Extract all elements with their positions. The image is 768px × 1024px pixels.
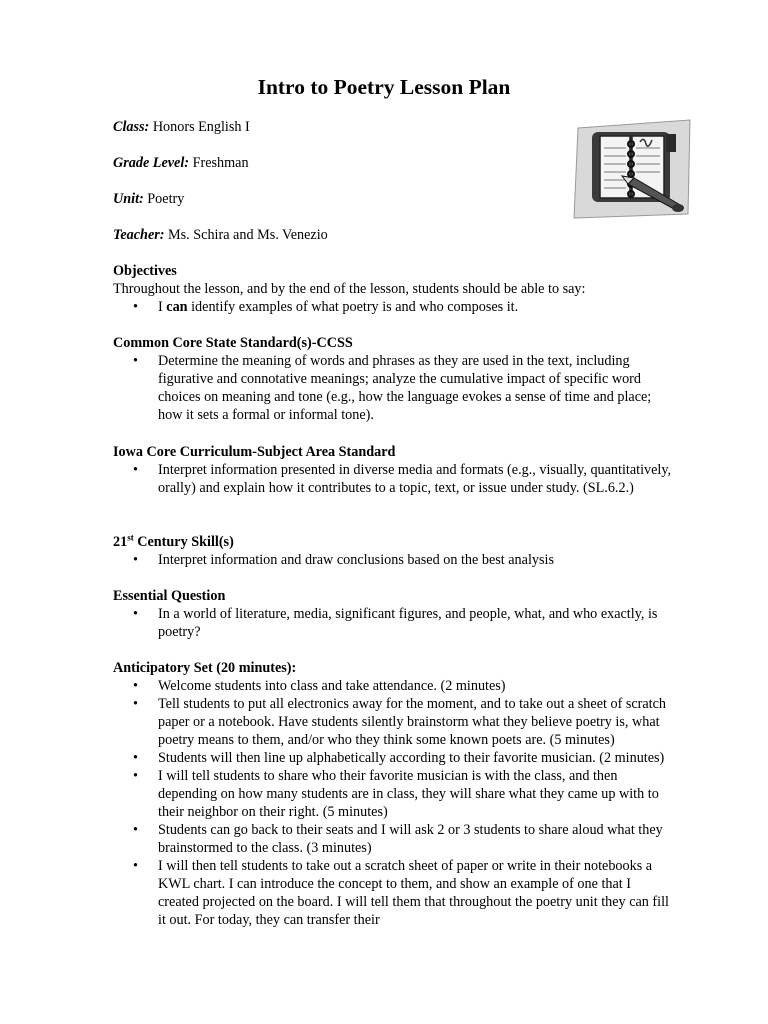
list-item: • I will then tell students to take out a scratch sheet of paper or write in their notebooks a KWL chart. I can introduce the concept to them, and show an example of one that I created projected on the board. I will tell them that throughout the poetry unit they can fill it out. For today, they can transfer their	[113, 857, 673, 929]
objectives-section	[113, 262, 673, 316]
list-item: • Interpret information presented in diverse media and formats (e.g., visually, quantitatively, orally) and explain how it contributes to a topic, text, or issue under study. (SL.6.2.)	[113, 461, 673, 497]
list-item: • Welcome students into class and take attendance. (2 minutes)	[113, 677, 673, 695]
list-item	[113, 298, 673, 316]
iowa-standard-section	[113, 443, 673, 497]
objectives-intro: Throughout the lesson, and by the end of the lesson, students should be able to say:	[113, 281, 586, 297]
ccss-heading: Common Core State Standard(s)-CCSS	[113, 335, 353, 351]
ccss-list	[113, 352, 673, 424]
essential-question-list	[113, 605, 673, 641]
objective-text: identify examples of what poetry is and who composes it.	[187, 299, 519, 315]
grade-level-label: Grade Level:	[113, 155, 190, 171]
century-skills-list	[113, 551, 673, 569]
teacher-line	[113, 226, 328, 244]
century-skills-section	[113, 533, 673, 569]
list-item: • In a world of literature, media, significant figures, and people, what, and who exactly, is poetry?	[113, 605, 673, 641]
list-item: • Students can go back to their seats and I will ask 2 or 3 students to share aloud what they brainstormed to the class. (3 minutes)	[113, 821, 673, 857]
grade-level-line	[113, 154, 249, 172]
list-item: • Students will then line up alphabetically according to their favorite musician. (2 minutes)	[113, 749, 673, 767]
anticipatory-set-section	[113, 659, 673, 929]
essential-question-section	[113, 587, 673, 641]
unit-label: Unit:	[113, 191, 144, 207]
objective-prefix: I	[158, 299, 167, 315]
unit-value: Poetry	[143, 191, 185, 207]
heading-superscript: st	[127, 532, 134, 543]
teacher-label: Teacher:	[113, 227, 165, 243]
century-skills-heading	[113, 533, 673, 551]
list-item: • Interpret information and draw conclusions based on the best analysis	[113, 551, 673, 569]
class-label: Class:	[113, 119, 150, 135]
list-item: • Tell students to put all electronics away for the moment, and to take out a sheet of scratch paper or a notebook. Have students silently brainstorm what they believe poetry is, what poetry means to them, and/or who they think some known poets are. (5 minutes)	[113, 695, 673, 749]
page-title: Intro to Poetry Lesson Plan	[257, 75, 511, 99]
objective-emphasis: can	[166, 299, 188, 315]
anticipatory-set-heading: Anticipatory Set (20 minutes):	[113, 660, 297, 676]
list-item: • I will tell students to share who their favorite musician is with the class, and then depending on how many students are in class, they will share what they came up with to their neighbor on their right. (5 minutes)	[113, 767, 673, 821]
iowa-heading: Iowa Core Curriculum-Subject Area Standard	[113, 444, 396, 460]
iowa-list	[113, 461, 673, 497]
anticipatory-set-list	[113, 677, 673, 929]
essential-question-heading: Essential Question	[113, 588, 226, 604]
ccss-section	[113, 334, 673, 424]
grade-level-value: Freshman	[189, 155, 249, 171]
unit-line	[113, 190, 184, 208]
objectives-heading: Objectives	[113, 263, 177, 279]
teacher-value: Ms. Schira and Ms. Venezio	[164, 227, 328, 243]
list-item: • Determine the meaning of words and phrases as they are used in the text, including figurative and connotative meanings; analyze the cumulative impact of specific word choices on meaning and tone (e.g., how the language evokes a sense of time and place; how it sets a formal or informal tone).	[113, 352, 673, 424]
class-line	[113, 118, 250, 136]
heading-number: 21	[113, 534, 128, 550]
heading-text: Century Skill(s)	[133, 534, 234, 550]
notebook-with-pen-icon	[570, 114, 694, 222]
objectives-list	[113, 298, 673, 316]
class-value: Honors English I	[149, 119, 250, 135]
